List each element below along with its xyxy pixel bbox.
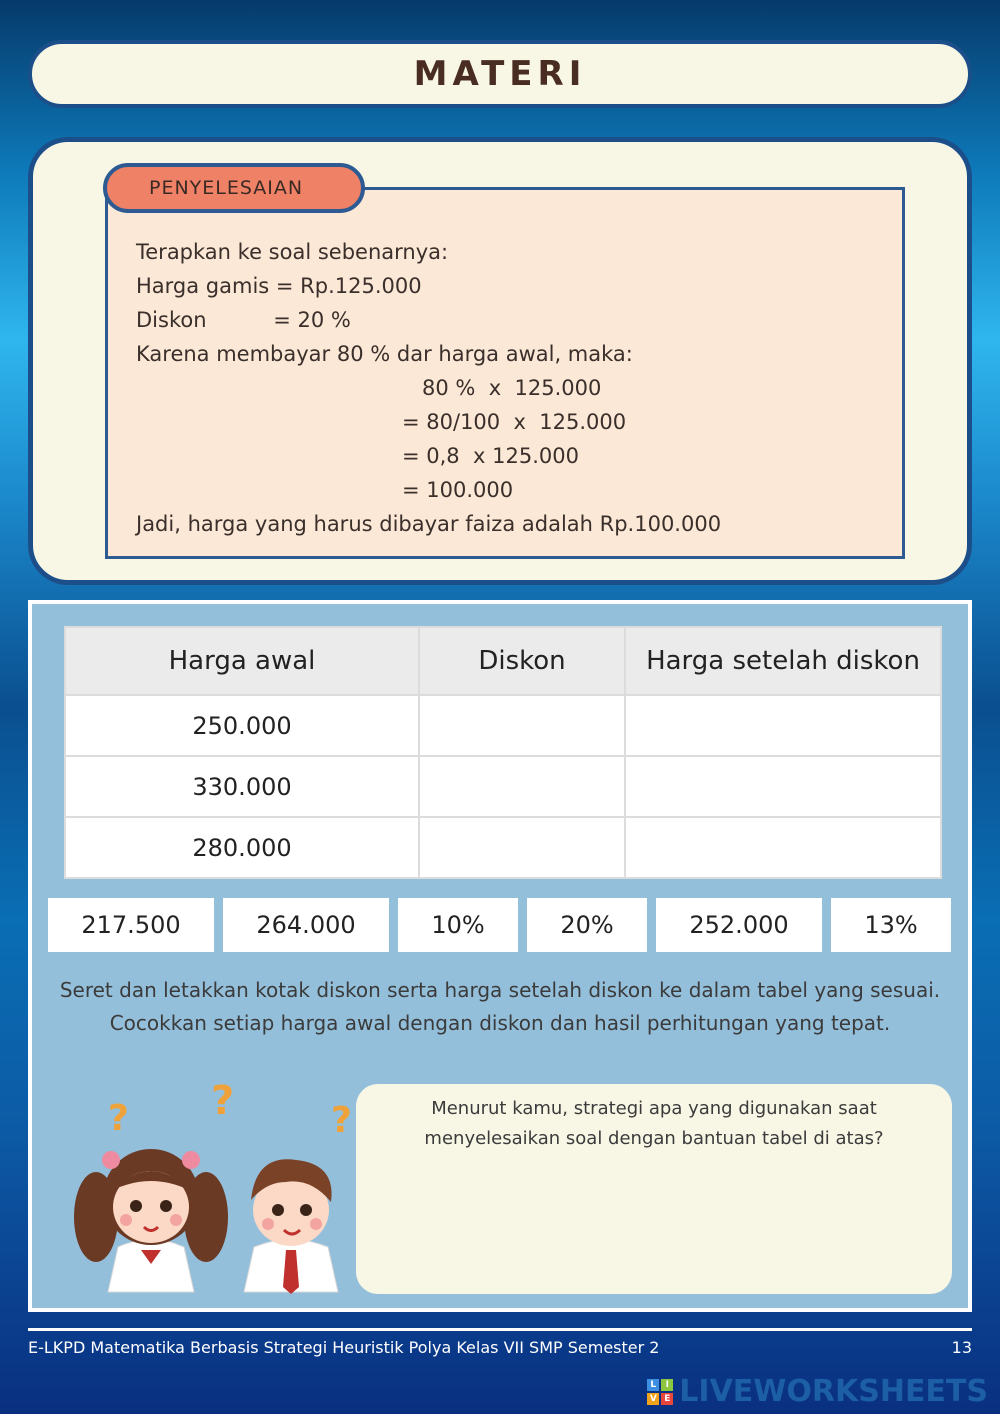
cell-harga-awal: 250.000 xyxy=(65,695,419,756)
header-diskon: Diskon xyxy=(419,627,625,695)
header-harga-awal: Harga awal xyxy=(65,627,419,695)
table-header-row xyxy=(65,627,941,695)
drag-chip[interactable]: 13% xyxy=(831,898,951,952)
exercise-panel xyxy=(28,600,972,1312)
solution-text xyxy=(136,235,882,541)
drag-chip[interactable]: 20% xyxy=(527,898,647,952)
title-banner xyxy=(28,40,972,108)
conclusion-line: Jadi, harga yang harus dibayar faiza adalah Rp.100.000 xyxy=(136,512,722,536)
drag-chip[interactable]: 217.500 xyxy=(48,898,214,952)
cell-harga-awal: 280.000 xyxy=(65,817,419,878)
drop-zone-diskon[interactable] xyxy=(419,756,625,817)
page-number: 13 xyxy=(951,1338,972,1357)
liveworksheets-grid-icon xyxy=(647,1379,673,1405)
cell-harga-awal: 330.000 xyxy=(65,756,419,817)
page-title: MATERI xyxy=(413,54,587,94)
boy-icon xyxy=(244,1159,338,1294)
drag-chip[interactable]: 264.000 xyxy=(223,898,389,952)
students-illustration xyxy=(56,1078,352,1302)
logo-letter: V xyxy=(647,1393,659,1405)
footer-divider xyxy=(28,1328,972,1331)
logo-letter: L xyxy=(647,1379,659,1391)
header-harga-setelah-diskon: Harga setelah diskon xyxy=(625,627,941,695)
calc-line: = 100.000 xyxy=(402,478,514,502)
solution-line: Harga gamis = Rp.125.000 xyxy=(136,274,422,298)
logo-letter: E xyxy=(661,1393,673,1405)
drop-zone-diskon[interactable] xyxy=(419,695,625,756)
calc-line: = 80/100 x 125.000 xyxy=(402,410,627,434)
answer-field[interactable] xyxy=(376,1160,932,1280)
girl-icon xyxy=(74,1149,228,1292)
instruction-text: Seret dan letakkan kotak diskon serta harga setelah diskon ke dalam tabel yang sesuai. Cocokkan setiap harga awal dengan diskon dan hasil perhitungan yang tepat. xyxy=(59,978,941,1035)
discount-table xyxy=(64,626,942,879)
solution-tab xyxy=(103,163,365,213)
footer-text: E-LKPD Matematika Berbasis Strategi Heuristik Polya Kelas VII SMP Semester 2 xyxy=(28,1338,660,1357)
liveworksheets-logo[interactable] xyxy=(647,1374,988,1409)
liveworksheets-brand: LIVEWORKSHEETS xyxy=(679,1374,988,1409)
question-box xyxy=(356,1084,952,1294)
solution-tab-label: PENYELESAIAN xyxy=(149,177,304,199)
solution-line: Terapkan ke soal sebenarnya: xyxy=(136,240,449,264)
drop-zone-harga-setelah-diskon[interactable] xyxy=(625,817,941,878)
question-mark-icon: ? xyxy=(331,1100,352,1141)
question-mark-icon: ? xyxy=(211,1078,235,1124)
solution-card xyxy=(28,137,972,585)
table-row xyxy=(65,756,941,817)
solution-line: Karena membayar 80 % dar harga awal, maka: xyxy=(136,342,633,366)
drop-zone-diskon[interactable] xyxy=(419,817,625,878)
drag-chip[interactable]: 252.000 xyxy=(656,898,822,952)
calc-line: = 0,8 x 125.000 xyxy=(402,444,579,468)
solution-line: Diskon = 20 % xyxy=(136,308,351,332)
drag-chip[interactable]: 10% xyxy=(398,898,518,952)
drop-zone-harga-setelah-diskon[interactable] xyxy=(625,695,941,756)
calc-line: 80 % x 125.000 xyxy=(422,376,602,400)
drop-zone-harga-setelah-diskon[interactable] xyxy=(625,756,941,817)
table-row xyxy=(65,817,941,878)
solution-box xyxy=(105,187,905,559)
logo-letter: I xyxy=(661,1379,673,1391)
question-text: Menurut kamu, strategi apa yang digunakan saat menyelesaikan soal dengan bantuan tabel di atas? xyxy=(424,1098,884,1149)
question-mark-icon: ? xyxy=(108,1098,129,1139)
table-row xyxy=(65,695,941,756)
